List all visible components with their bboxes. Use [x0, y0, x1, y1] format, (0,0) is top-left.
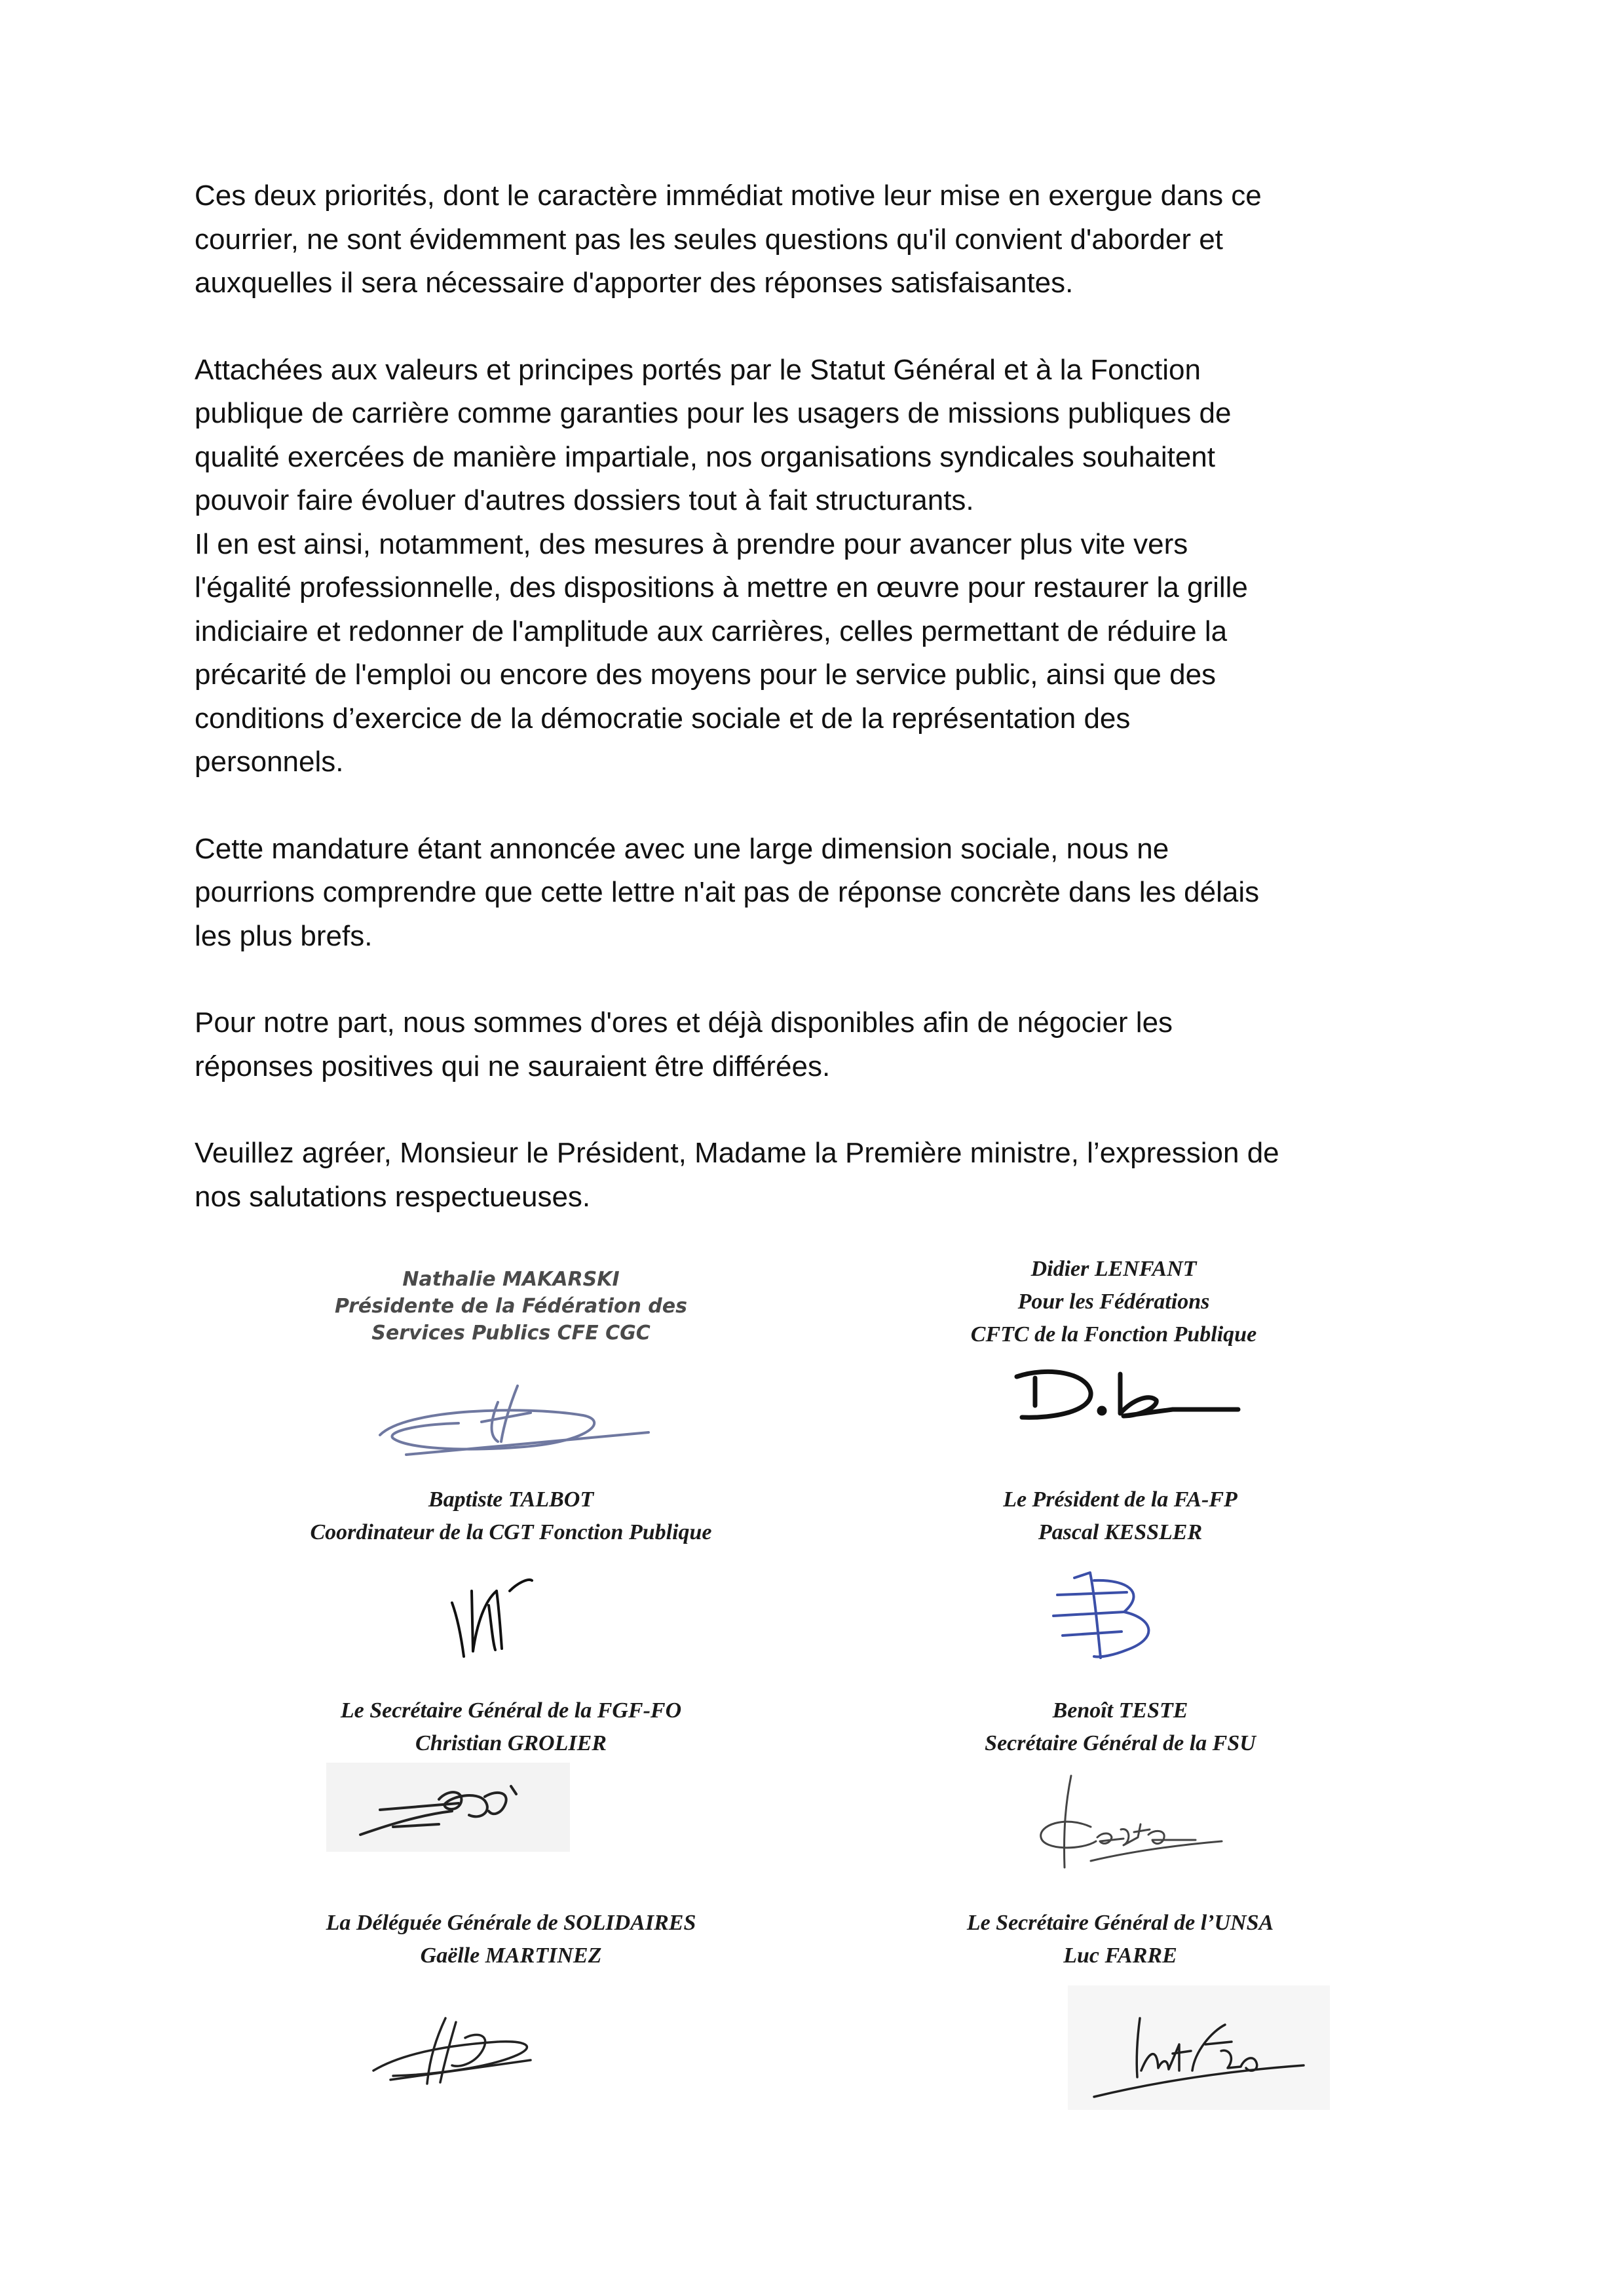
signatory-name: Pascal KESSLER [1038, 1520, 1203, 1544]
signatory-organization: Services Publics CFE CGC [371, 1322, 651, 1345]
signature-block-cgt [249, 1483, 773, 1549]
signatory-name: Christian GROLIER [415, 1731, 607, 1755]
signatory-role: Le Secrétaire Général de la FGF-FO [340, 1698, 682, 1723]
signatory-name: Didier LENFANT [1030, 1257, 1197, 1281]
paragraph-closing: Veuillez agréer, Monsieur le Président, Madame la Première ministre, l’expression de nos salutations respectueuses. [195, 1137, 1279, 1213]
signature-unsa-image [1081, 2005, 1317, 2103]
signature-cftc-image [1009, 1360, 1251, 1432]
signatory-role: Pour les Fédérations [1017, 1290, 1210, 1314]
signature-block-cftc [884, 1253, 1343, 1351]
signature-cfe-cgc-image [367, 1369, 662, 1461]
signature-block-solidaires [275, 1907, 747, 1972]
signature-block-fsu [884, 1694, 1356, 1760]
signatory-name: Luc FARRE [1063, 1943, 1177, 1968]
signatory-name: Nathalie MAKARSKI [402, 1268, 620, 1291]
paragraph-mandate: Cette mandature étant annoncée avec une large dimension sociale, nous ne pourrions comprendre que cette lettre n'ait pas de réponse concrète dans les délais les plus brefs. [195, 832, 1260, 952]
signatory-name: Gaëlle MARTINEZ [420, 1943, 602, 1968]
signature-fafp-image [1048, 1566, 1179, 1671]
signatory-name: Baptiste TALBOT [428, 1487, 594, 1512]
letter-body [195, 174, 1459, 1219]
signatory-role: Le Président de la FA-FP [1003, 1487, 1237, 1512]
paragraph-availability: Pour notre part, nous sommes d'ores et déjà disponibles afin de négocier les réponses positives qui ne sauraient être différées. [195, 1006, 1173, 1082]
paragraph-measures: Il en est ainsi, notamment, des mesures à prendre pour avancer plus vite vers l'égalité professionnelle, des dispositions à mettre en œuvre pour restaurer la grille indiciaire et redonner de l'amplitude aux carrières, celles permettant de réduire la précarité de l'emploi ou encore des moyens pour le service public, ainsi que des conditions d’exercice de la démocratie sociale et de la représentation des personnels. [195, 527, 1248, 778]
signatory-name: Benoît TESTE [1052, 1698, 1188, 1723]
signature-fsu-image [1025, 1769, 1248, 1887]
signatory-role: La Déléguée Générale de SOLIDAIRES [326, 1911, 696, 1935]
paragraph-priorities: Ces deux priorités, dont le caractère immédiat motive leur mise en exergue dans ce courrier, ne sont évidemment pas les seules questions qu'il convient d'aborder et auxquelles il sera nécessaire d'apporter des réponses satisfaisantes. [195, 180, 1262, 299]
signature-block-fo [275, 1694, 747, 1760]
signature-block-cfe-cgc [288, 1266, 734, 1347]
signatory-role: Le Secrétaire Général de l’UNSA [966, 1911, 1274, 1935]
signature-fo-image [341, 1769, 563, 1848]
signature-block-fafp [884, 1483, 1356, 1549]
signature-solidaires-image [367, 2005, 563, 2097]
paragraph-values: Attachées aux valeurs et principes portés par le Statut Général et à la Fonction publique de carrière comme garanties pour les usagers de missions publiques de qualité exercées de manière impartiale, nos organisations syndicales souhaitent pouvoir faire évoluer d'autres dossiers tout à fait structurants. [195, 353, 1232, 516]
signatory-role: Présidente de la Fédération des [335, 1295, 687, 1318]
signatory-organization: CFTC de la Fonction Publique [970, 1322, 1257, 1347]
signatory-role: Coordinateur de la CGT Fonction Publique [310, 1520, 712, 1544]
signatory-role: Secrétaire Général de la FSU [985, 1731, 1256, 1755]
signature-cgt-image [445, 1565, 544, 1663]
signature-block-unsa [884, 1907, 1356, 1972]
